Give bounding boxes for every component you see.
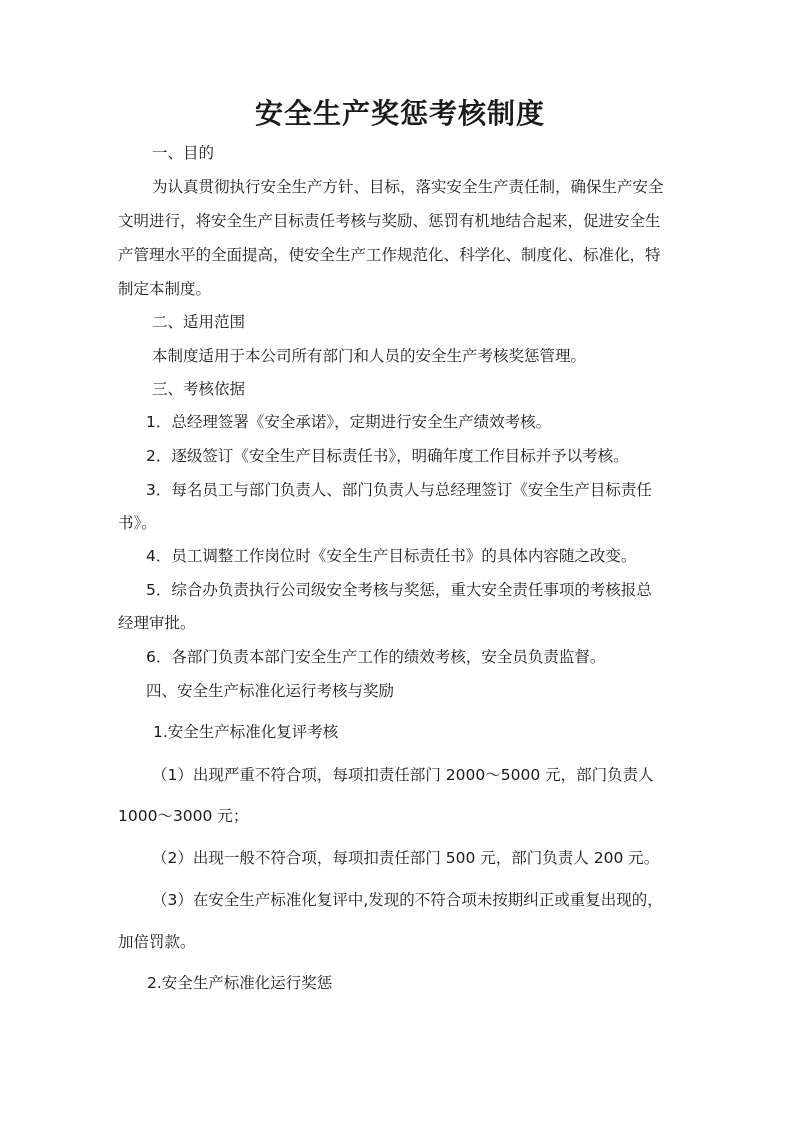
section1-line-1: 为认真贯彻执行安全生产方针、目标，落实安全生产责任制，确保生产安全 xyxy=(152,178,664,196)
section4-p2: （2）出现一般不符合项，每项扣责任部门 500 元，部门负责人 200 元。 xyxy=(152,849,660,867)
section3-item-1: 1．总经理签署《安全承诺》，定期进行安全生产绩效考核。 xyxy=(146,413,552,431)
section4-p1-line-2: 1000～3000 元； xyxy=(118,807,249,825)
section1-heading: 一、目的 xyxy=(152,144,215,162)
section3-item-6: 6．各部门负责本部门安全生产工作的绩效考核，安全员负责监督。 xyxy=(146,648,606,666)
section3-item-3-line-2: 书》。 xyxy=(118,514,157,532)
section3-item-2: 2．逐级签订《安全生产目标责任书》，明确年度工作目标并予以考核。 xyxy=(146,447,629,465)
section4-sub-1: 1.安全生产标准化复评考核 xyxy=(153,723,339,741)
section3-item-5-line-2: 经理审批。 xyxy=(118,614,196,632)
section4-p3-line-1: （3）在安全生产标准化复评中,发现的不符合项未按期纠正或重复出现的， xyxy=(152,891,663,909)
section3-item-4: 4．员工调整工作岗位时《安全生产目标责任书》的具体内容随之改变。 xyxy=(146,547,637,565)
section2-text: 本制度适用于本公司所有部门和人员的安全生产考核奖惩管理。 xyxy=(152,347,587,365)
section1-line-3: 产管理水平的全面提高，使安全生产工作规范化、科学化、制度化、标准化，特 xyxy=(118,246,661,264)
section4-sub-2: 2.安全生产标准化运行奖惩 xyxy=(147,974,333,992)
section4-heading: 四、安全生产标准化运行考核与奖励 xyxy=(146,682,395,700)
section3-item-3-line-1: 3．每名员工与部门负责人、部门负责人与总经理签订《安全生产目标责任 xyxy=(146,481,652,499)
section3-heading: 三、考核依据 xyxy=(152,380,246,398)
document-title: 安全生产奖惩考核制度 xyxy=(254,97,545,130)
section4-p3-line-2: 加倍罚款。 xyxy=(118,933,196,951)
section2-heading: 二、适用范围 xyxy=(152,313,246,331)
section1-line-2: 文明进行，将安全生产目标责任考核与奖励、惩罚有机地结合起来，促进安全生 xyxy=(118,212,661,230)
section4-p1-line-1: （1）出现严重不符合项，每项扣责任部门 2000～5000 元，部门负责人 xyxy=(152,766,654,784)
section3-item-5-line-1: 5．综合办负责执行公司级安全考核与奖惩，重大安全责任事项的考核报总 xyxy=(146,581,652,599)
section1-line-4: 制定本制度。 xyxy=(118,280,212,298)
